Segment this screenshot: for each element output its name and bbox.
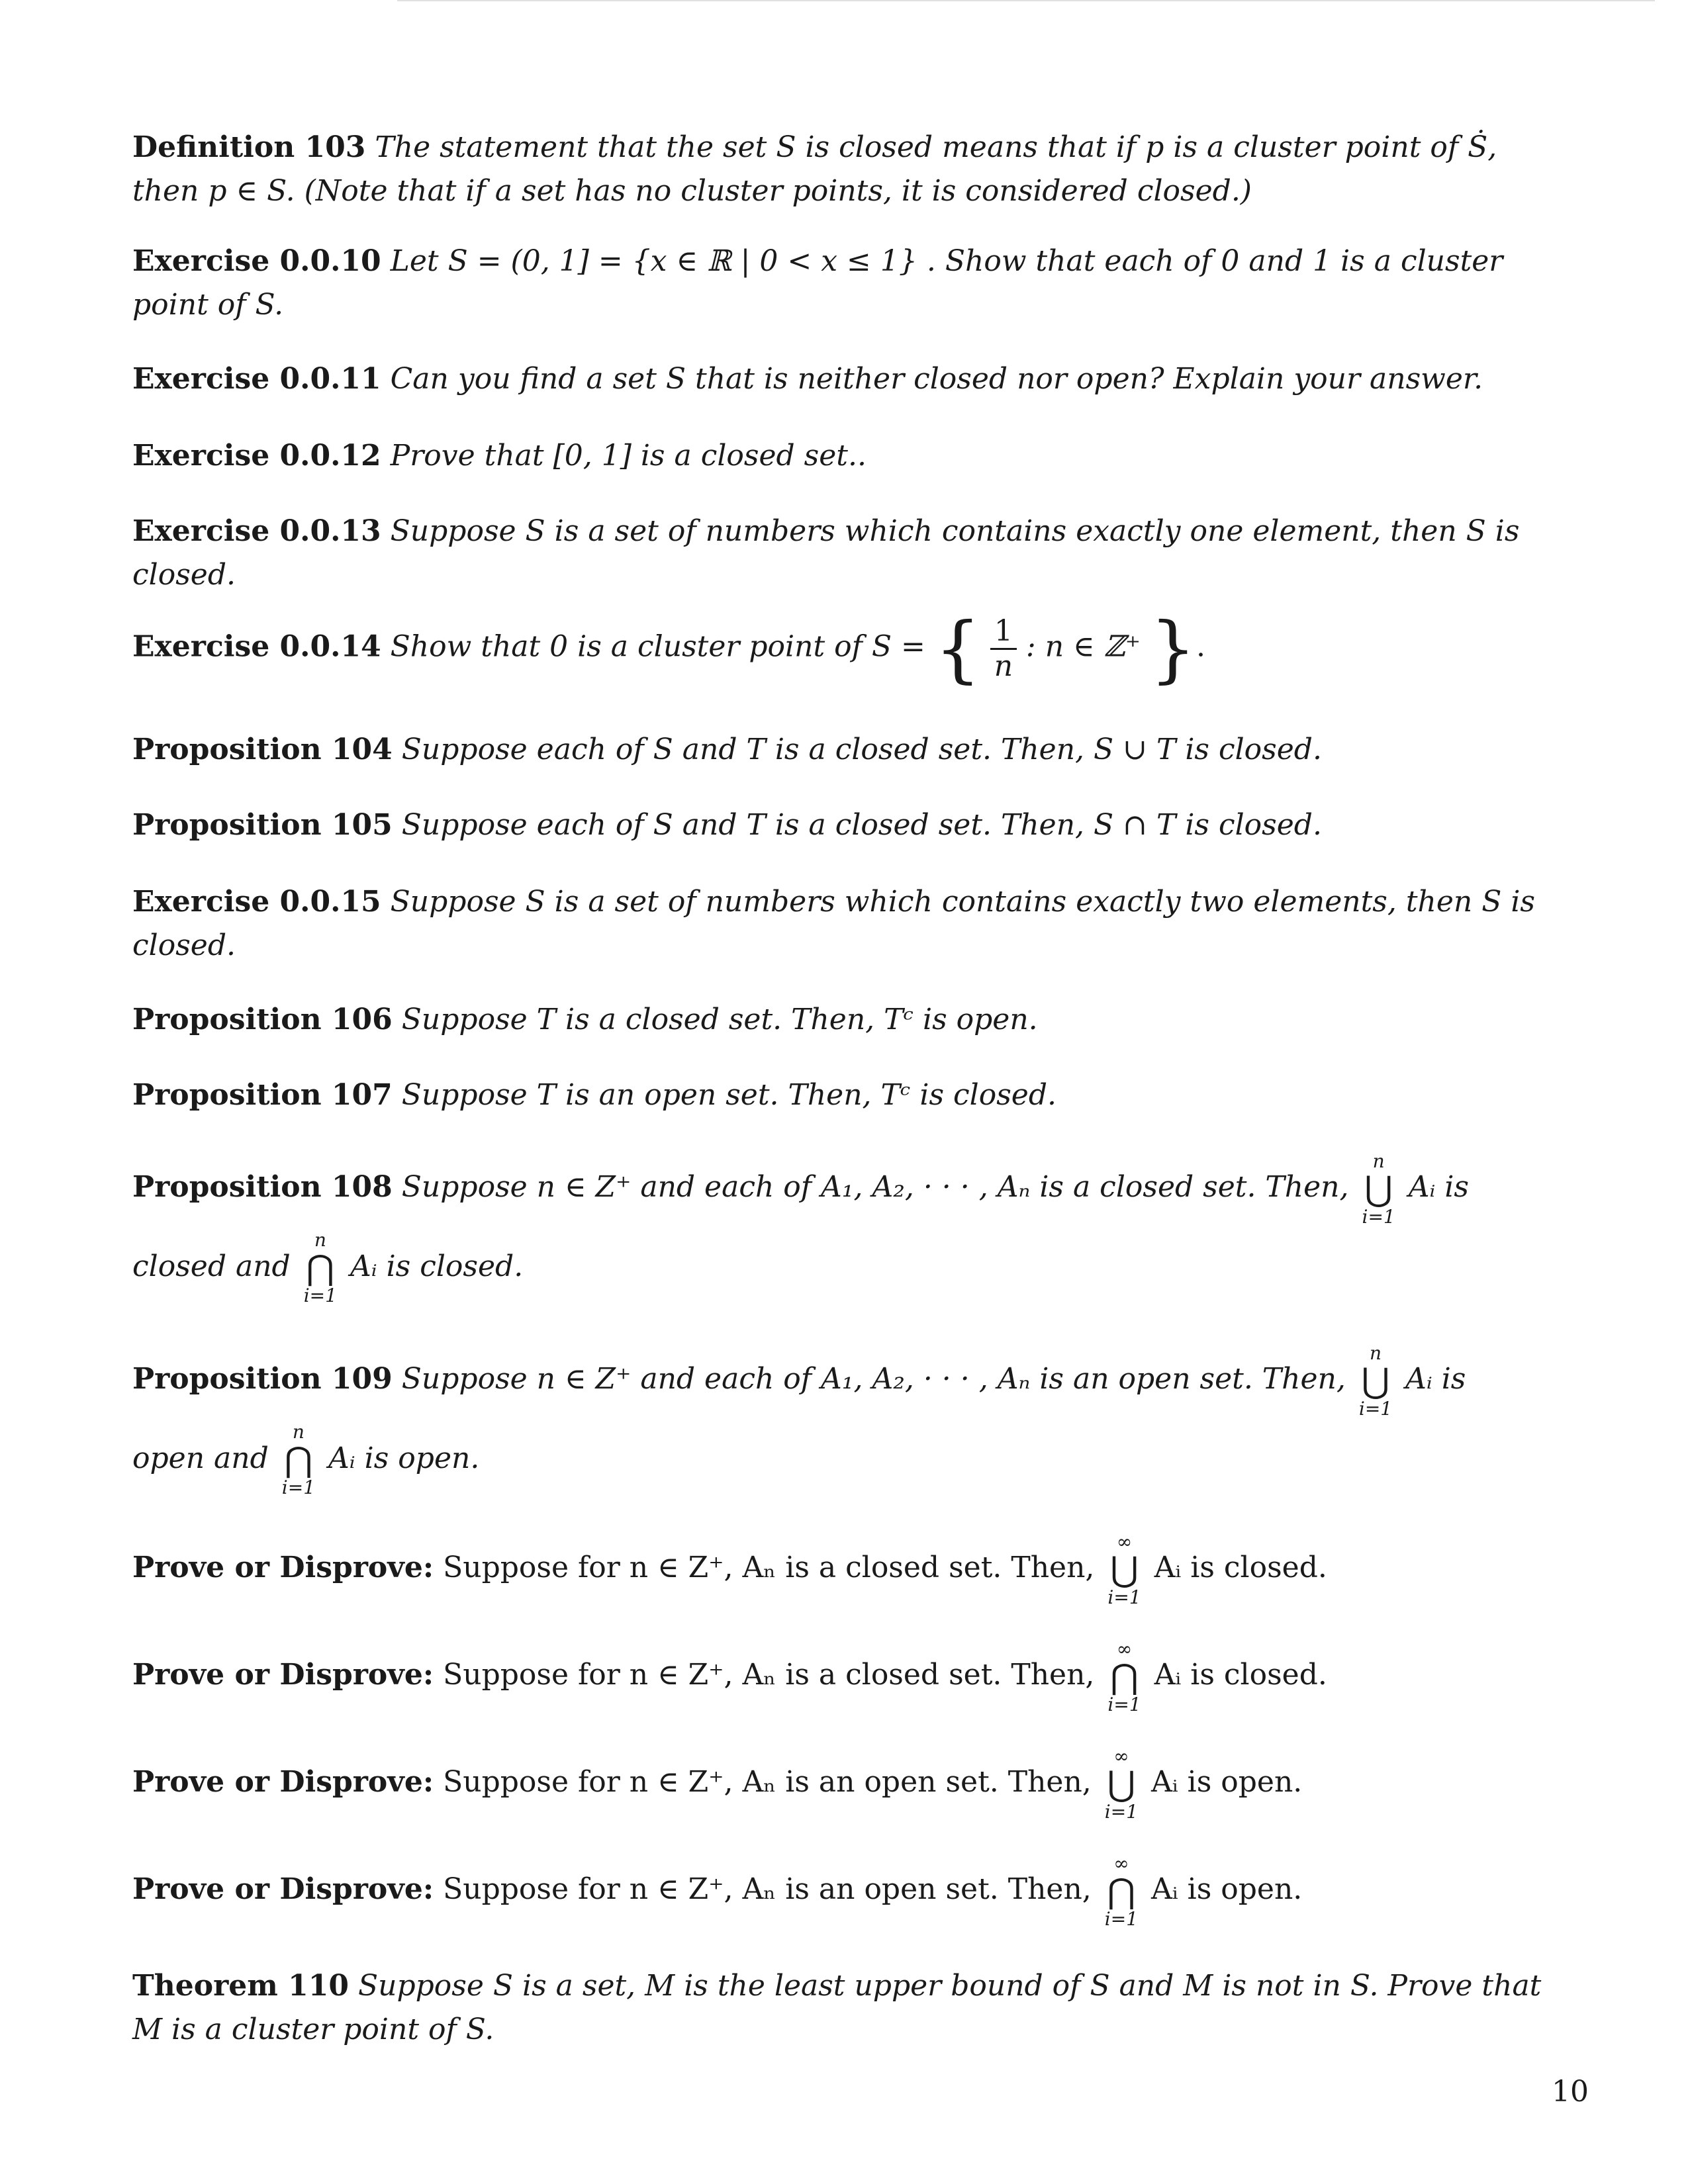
intersection-symbol: ⋂ bbox=[284, 1440, 313, 1480]
upper-limit: n bbox=[314, 1229, 326, 1251]
entry-text: Suppose each of S and T is a closed set. Then, S ∪ T is closed. bbox=[401, 733, 1322, 766]
upper-limit: ∞ bbox=[1116, 1637, 1133, 1660]
entry-text: Suppose S is a set, M is the least upper bound of S and M is not in S. Prove that M is a cluster point of S. bbox=[132, 1969, 1542, 2046]
entry-text: Prove that [0, 1] is a closed set.. bbox=[390, 439, 867, 473]
entry-text: The statement that the set S is closed means that if p is a cluster point of Ṡ, then p ∈ S. (Note that if a set has no cluster points, it is considered closed.) bbox=[132, 130, 1497, 208]
prove-or-disprove-1 bbox=[132, 1529, 1542, 1608]
prove-or-disprove-2 bbox=[132, 1636, 1542, 1715]
upper-limit: n bbox=[1369, 1342, 1382, 1364]
intersection-operator bbox=[1105, 1853, 1138, 1930]
entry-text: Show that 0 is a cluster point of S = bbox=[390, 629, 925, 664]
entry-text: Suppose for n ∈ Z⁺, Aₙ is a closed set. Then, bbox=[443, 1658, 1095, 1692]
entry-label: Exercise 0.0.13 bbox=[132, 514, 381, 548]
entry-label: Definition 103 bbox=[132, 130, 366, 164]
union-operator bbox=[1362, 1151, 1395, 1228]
entry-text: Suppose n ∈ Z⁺ and each of A₁, A₂, · · · , Aₙ is an open set. Then, bbox=[401, 1362, 1346, 1396]
entry-text-b: Aᵢ is closed. bbox=[1154, 1551, 1327, 1584]
entry-text: Suppose S is a set of numbers which contains exactly two elements, then S is closed. bbox=[132, 885, 1535, 962]
exercise-0-0-14 bbox=[132, 606, 1542, 691]
exercise-0-0-10 bbox=[132, 240, 1542, 327]
entry-label: Proposition 106 bbox=[132, 1003, 393, 1036]
upper-limit: n bbox=[1372, 1150, 1385, 1172]
scan-edge-line bbox=[397, 0, 1655, 1]
proposition-104 bbox=[132, 728, 1542, 772]
entry-label: Proposition 108 bbox=[132, 1170, 393, 1204]
entry-label: Proposition 107 bbox=[132, 1078, 393, 1112]
union-symbol: ⋃ bbox=[1107, 1764, 1136, 1804]
lower-limit: i=1 bbox=[1362, 1205, 1395, 1228]
proposition-109 bbox=[132, 1340, 1542, 1498]
entry-label: Prove or Disprove: bbox=[132, 1872, 434, 1906]
entry-text: Suppose T is a closed set. Then, Tᶜ is open. bbox=[401, 1003, 1038, 1036]
entry-label: Exercise 0.0.15 bbox=[132, 885, 381, 919]
entry-text-c: closed and bbox=[132, 1249, 291, 1283]
exercise-0-0-13 bbox=[132, 510, 1542, 597]
entry-text-c: and bbox=[214, 1441, 269, 1475]
entry-text-b: Aᵢ is bbox=[1408, 1170, 1469, 1204]
set-condition: : n ∈ ℤ⁺ bbox=[1025, 629, 1141, 664]
page-number: 10 bbox=[1552, 2075, 1589, 2109]
entry-label: Theorem 110 bbox=[132, 1969, 349, 2003]
exercise-0-0-15 bbox=[132, 880, 1542, 968]
entry-label: Proposition 109 bbox=[132, 1362, 393, 1396]
entry-text-b: Aᵢ is open. bbox=[1151, 1765, 1303, 1799]
lower-limit: i=1 bbox=[1104, 1907, 1139, 1930]
definition-103 bbox=[132, 126, 1542, 213]
entry-text-b: Aᵢ is open bbox=[132, 1362, 1466, 1475]
entry-text-d: Aᵢ is closed. bbox=[350, 1249, 524, 1283]
union-symbol: ⋃ bbox=[1361, 1361, 1390, 1401]
period: . bbox=[1196, 629, 1205, 664]
prove-or-disprove-4 bbox=[132, 1850, 1542, 1930]
upper-limit: n bbox=[292, 1421, 305, 1443]
intersection-symbol: ⋂ bbox=[1107, 1871, 1136, 1911]
intersection-symbol: ⋂ bbox=[1110, 1657, 1139, 1697]
prove-or-disprove-3 bbox=[132, 1743, 1542, 1823]
entry-label: Prove or Disprove: bbox=[132, 1765, 434, 1799]
entry-label: Prove or Disprove: bbox=[132, 1658, 434, 1692]
upper-limit: ∞ bbox=[1113, 1745, 1129, 1767]
lower-limit: i=1 bbox=[303, 1285, 337, 1306]
right-brace: } bbox=[1149, 606, 1196, 691]
entry-text: Suppose for n ∈ Z⁺, Aₙ is a closed set. Then, bbox=[443, 1551, 1095, 1584]
left-brace: { bbox=[934, 606, 981, 691]
entry-text: Let S = (0, 1] = {x ∈ ℝ | 0 < x ≤ 1} . bbox=[390, 244, 936, 278]
proposition-108 bbox=[132, 1148, 1542, 1306]
upper-limit: ∞ bbox=[1116, 1530, 1133, 1553]
entry-text: Suppose S is a set of numbers which contains exactly one element, then S is closed. bbox=[132, 514, 1520, 592]
entry-text: Can you find a set S that is neither closed nor open? Explain your answer. bbox=[390, 362, 1483, 396]
exercise-0-0-12 bbox=[132, 434, 1542, 478]
entry-text: Suppose T is an open set. Then, Tᶜ is closed. bbox=[401, 1078, 1056, 1112]
theorem-110 bbox=[132, 1964, 1542, 2052]
entry-label: Proposition 104 bbox=[132, 733, 393, 766]
entry-label: Exercise 0.0.14 bbox=[132, 629, 381, 664]
proposition-107 bbox=[132, 1073, 1542, 1117]
entry-text: Suppose for n ∈ Z⁺, Aₙ is an open set. Then, bbox=[443, 1872, 1092, 1906]
fraction-numerator: 1 bbox=[990, 615, 1017, 650]
lower-limit: i=1 bbox=[281, 1477, 316, 1498]
entry-text-b: Aᵢ is open. bbox=[1151, 1872, 1303, 1906]
lower-limit: i=1 bbox=[1358, 1397, 1393, 1420]
union-operator bbox=[1359, 1343, 1392, 1420]
fraction-denominator: n bbox=[994, 649, 1013, 683]
entry-label: Proposition 105 bbox=[132, 808, 393, 842]
entry-text: Suppose n ∈ Z⁺ and each of A₁, A₂, · · · , Aₙ is a closed set. Then, bbox=[401, 1170, 1349, 1204]
lower-limit: i=1 bbox=[1107, 1586, 1141, 1608]
union-operator bbox=[1107, 1531, 1141, 1608]
entry-label: Exercise 0.0.11 bbox=[132, 362, 381, 396]
intersection-operator bbox=[304, 1230, 337, 1306]
intersection-operator bbox=[282, 1422, 315, 1498]
union-symbol: ⋃ bbox=[1364, 1169, 1393, 1209]
entry-text: Suppose for n ∈ Z⁺, Aₙ is an open set. Then, bbox=[443, 1765, 1092, 1799]
intersection-operator bbox=[1107, 1639, 1141, 1715]
union-operator bbox=[1105, 1746, 1138, 1823]
entry-text-d: Aᵢ is open. bbox=[328, 1441, 480, 1475]
entry-label: Exercise 0.0.12 bbox=[132, 439, 381, 473]
proposition-105 bbox=[132, 803, 1542, 847]
intersection-symbol: ⋂ bbox=[306, 1248, 335, 1288]
proposition-106 bbox=[132, 998, 1542, 1042]
entry-label: Exercise 0.0.10 bbox=[132, 244, 381, 278]
entry-label: Prove or Disprove: bbox=[132, 1551, 434, 1584]
fraction bbox=[990, 615, 1017, 683]
entry-text-b: Aᵢ is closed. bbox=[1154, 1658, 1327, 1692]
entry-text: Suppose each of S and T is a closed set. Then, S ∩ T is closed. bbox=[401, 808, 1322, 842]
lower-limit: i=1 bbox=[1104, 1800, 1139, 1823]
entry-text-cont: Show that each of 0 and 1 is a cluster point of S. bbox=[132, 244, 1503, 322]
lower-limit: i=1 bbox=[1107, 1693, 1141, 1715]
union-symbol: ⋃ bbox=[1110, 1549, 1139, 1590]
exercise-0-0-11 bbox=[132, 357, 1542, 401]
upper-limit: ∞ bbox=[1113, 1852, 1129, 1874]
